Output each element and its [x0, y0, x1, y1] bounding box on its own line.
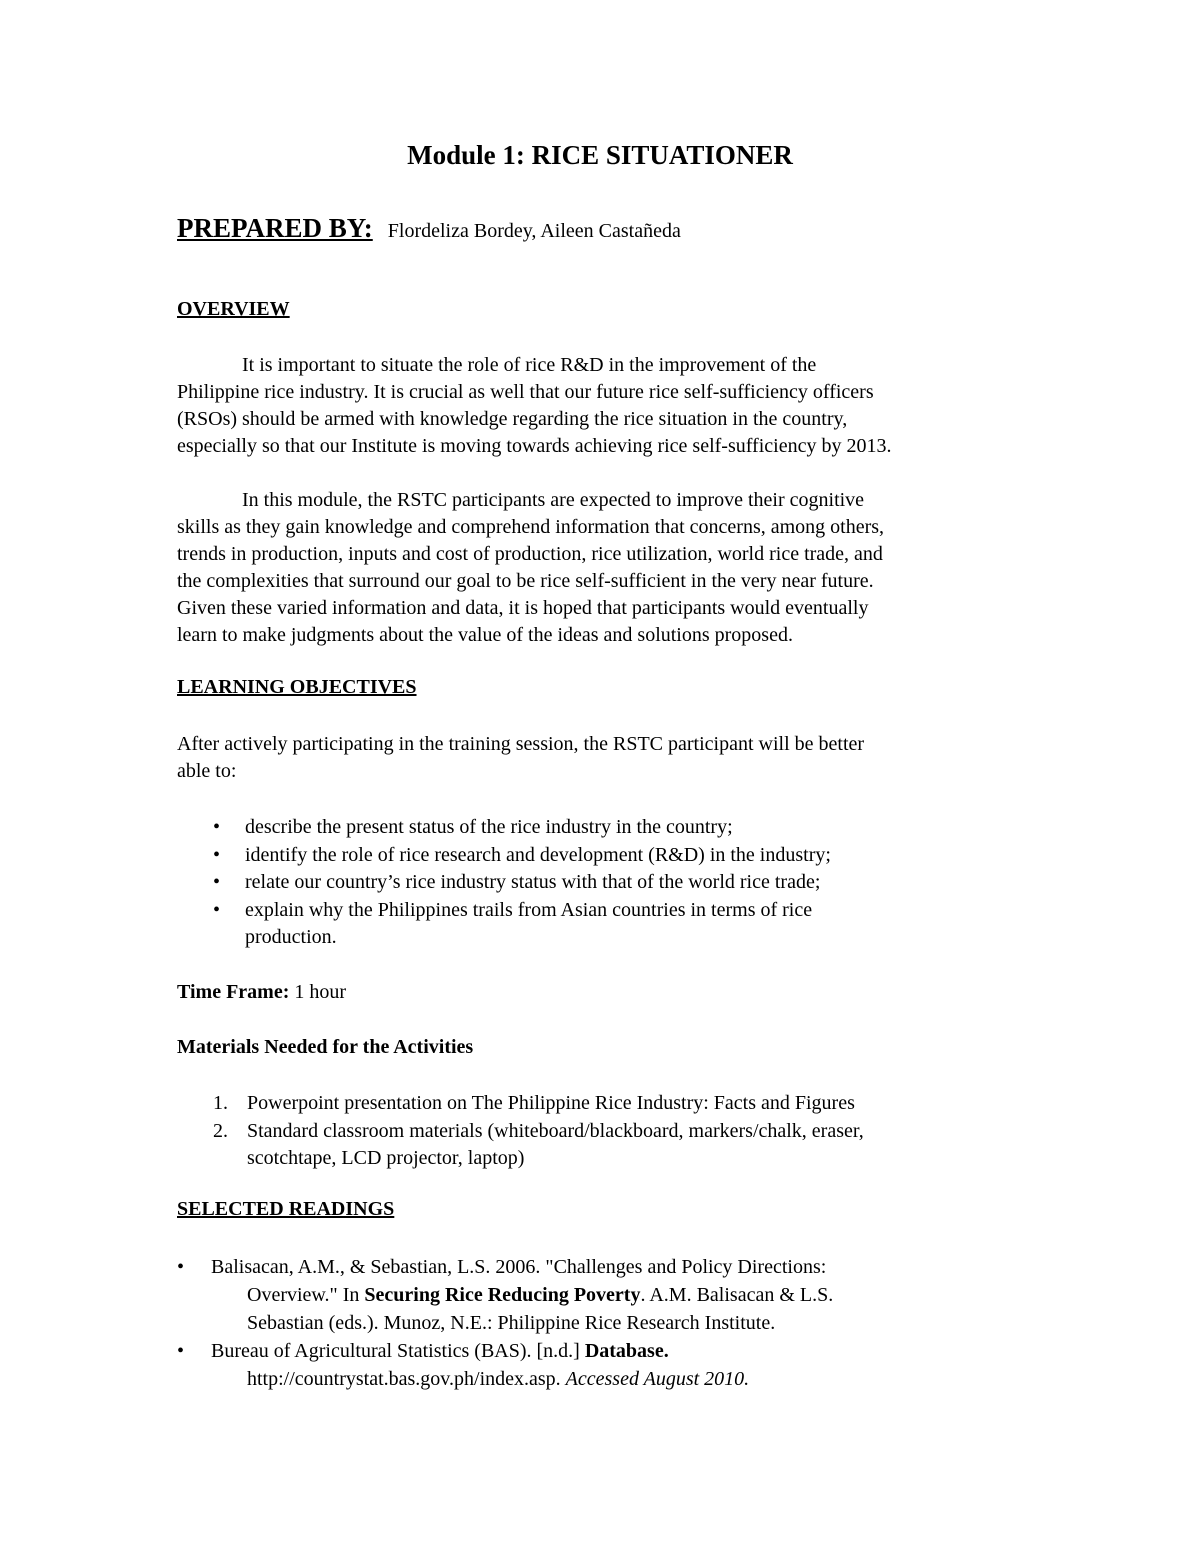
list-item: [177, 897, 1037, 952]
bullet-icon: •: [213, 871, 221, 893]
bullet-icon: •: [213, 898, 221, 921]
text-line: Philippine rice industry. It is crucial as well that our future rice self-sufficiency officers: [177, 381, 874, 403]
bullet-icon: •: [177, 1340, 185, 1362]
reading-book-title: Securing Rice Reducing Poverty: [364, 1284, 641, 1306]
time-frame-value: 1 hour: [294, 981, 347, 1003]
bullet-icon: •: [213, 816, 221, 838]
objectives-list: [177, 814, 1037, 952]
text-line: (RSOs) should be armed with knowledge regarding the rice situation in the country,: [177, 408, 848, 430]
prepared-by-label: PREPARED BY:: [177, 213, 373, 243]
text-line: skills as they gain knowledge and comprehend information that concerns, among others,: [177, 516, 885, 538]
overview-paragraph-1: [177, 352, 1037, 460]
list-item: [177, 814, 1037, 842]
reading-text-part: Overview." In: [247, 1284, 365, 1306]
reading-text: [211, 1365, 1037, 1393]
readings-list: [177, 1253, 1037, 1393]
page-title: Module 1: RICE SITUATIONER: [407, 140, 793, 170]
reading-text: [211, 1281, 1037, 1309]
text-line: In this module, the RSTC participants are expected to improve their cognitive: [242, 489, 865, 511]
materials-heading: Materials Needed for the Activities: [177, 1036, 474, 1058]
text-line: trends in production, inputs and cost of production, rice utilization, world rice trade, and: [177, 543, 883, 565]
list-number: 2.: [213, 1119, 228, 1142]
reading-url: http://countrystat.bas.gov.ph/index.asp.: [247, 1368, 566, 1390]
text-line: Given these varied information and data, it is hoped that participants would eventually: [177, 597, 869, 619]
selected-readings-heading: SELECTED READINGS: [177, 1198, 395, 1220]
prepared-by-names: Flordeliza Bordey, Aileen Castañeda: [387, 220, 681, 242]
learning-objectives-heading: LEARNING OBJECTIVES: [177, 676, 417, 698]
reading-item: [177, 1253, 1037, 1337]
list-number: 1.: [213, 1092, 228, 1114]
reading-text: Balisacan, A.M., & Sebastian, L.S. 2006. "Challenges and Policy Directions:: [211, 1256, 827, 1278]
text-line: It is important to situate the role of rice R&D in the improvement of the: [242, 354, 817, 376]
list-item: [177, 1090, 1037, 1118]
list-item-text: production.: [245, 926, 337, 948]
bullet-icon: •: [177, 1256, 185, 1278]
bullet-icon: •: [213, 843, 221, 866]
list-item-text: scotchtape, LCD projector, laptop): [247, 1147, 525, 1169]
materials-list: [177, 1090, 1037, 1173]
text-line: especially so that our Institute is moving towards achieving rice self-sufficiency by 2013.: [177, 435, 892, 457]
list-item-text: Standard classroom materials (whiteboard/blackboard, markers/chalk, eraser,: [247, 1119, 864, 1142]
list-item-text: relate our country’s rice industry status with that of the world rice trade;: [245, 871, 821, 893]
list-item-text: identify the role of rice research and development (R&D) in the industry;: [245, 843, 831, 866]
list-item: [177, 842, 1037, 870]
reading-database-title: Database.: [584, 1340, 669, 1362]
list-item-text: explain why the Philippines trails from Asian countries in terms of rice: [245, 898, 813, 921]
objectives-intro: [177, 731, 1037, 785]
time-frame: [177, 981, 346, 1004]
text-line: learn to make judgments about the value of the ideas and solutions proposed.: [177, 624, 793, 646]
time-frame-label: Time Frame:: [177, 981, 290, 1003]
reading-text-part: . A.M. Balisacan & L.S.: [640, 1284, 834, 1306]
reading-text: Sebastian (eds.). Munoz, N.E.: Philippine Rice Research Institute.: [247, 1312, 776, 1334]
overview-paragraph-2: [177, 487, 1037, 649]
reading-item: [177, 1337, 1037, 1393]
reading-text: [211, 1337, 1037, 1365]
reading-text-part: Bureau of Agricultural Statistics (BAS). [n.d.]: [211, 1340, 585, 1362]
prepared-by: [177, 213, 681, 244]
overview-heading: OVERVIEW: [177, 298, 290, 320]
text-line: the complexities that surround our goal to be rice self-sufficient in the very near future.: [177, 570, 874, 592]
list-item-text: describe the present status of the rice industry in the country;: [245, 816, 733, 838]
reading-accessed-date: Accessed August 2010.: [565, 1368, 750, 1390]
list-item: [177, 1118, 1037, 1173]
list-item-text: Powerpoint presentation on The Philippine Rice Industry: Facts and Figures: [247, 1092, 855, 1114]
text-line: able to:: [177, 760, 237, 782]
list-item: [177, 869, 1037, 897]
text-line: After actively participating in the training session, the RSTC participant will be better: [177, 733, 865, 755]
